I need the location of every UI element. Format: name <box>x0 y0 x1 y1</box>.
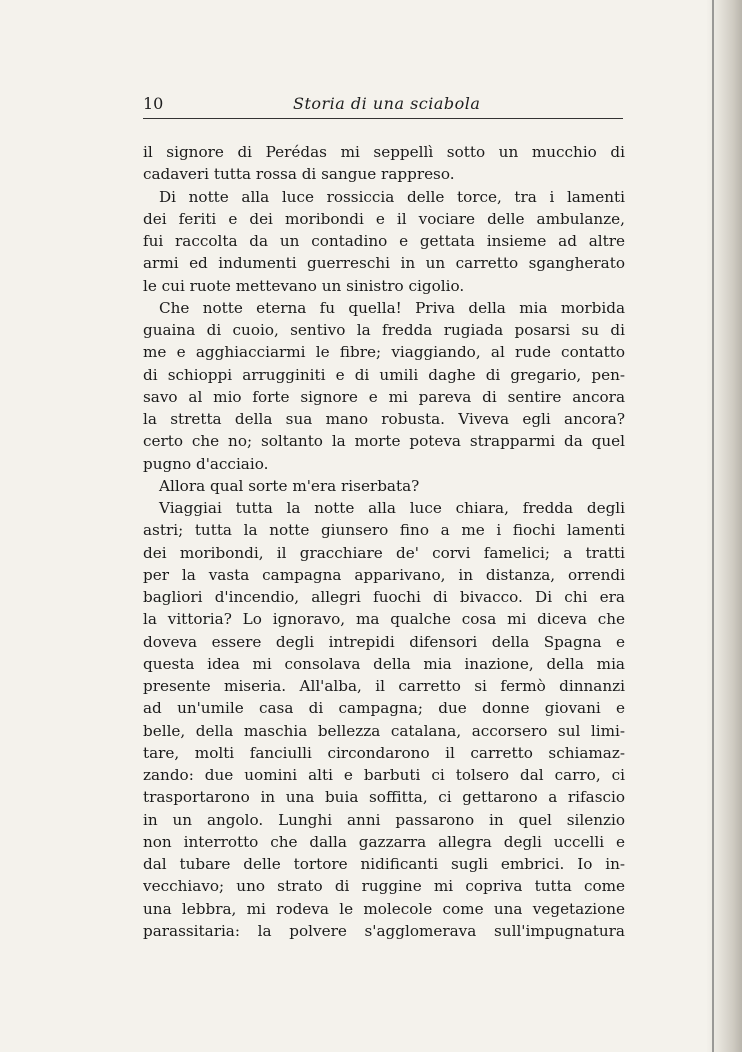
text-line: una lebbra, mi rodeva le molecole come una vegetazione <box>143 899 625 918</box>
text-line: il signore di Perédas mi seppellì sotto un mucchio di <box>143 143 625 161</box>
text-line: trasportarono in una buia soffitta, ci gettarono a rifascio <box>143 788 625 807</box>
text-line: non interrotto che dalla gazzarra allegra degli uccelli e <box>143 832 625 851</box>
text-line: cadaveri tutta rossa di sangue rappreso. <box>143 165 455 184</box>
text-line: dei moribondi, il gracchiare de' corvi famelici; a tratti <box>143 543 625 562</box>
text-line: Che notte eterna fu quella! Priva della mia morbida <box>159 298 625 317</box>
text-line: presente miseria. All'alba, il carretto si fermò dinnanzi <box>143 677 625 695</box>
text-line: me e agghiacciarmi le fibre; viaggiando, al rude contatto <box>143 343 625 362</box>
text-line: per la vasta campagna apparivano, in distanza, orrendi <box>143 565 625 584</box>
text-line: savo al mio forte signore e mi pareva di sentire ancora <box>143 387 625 406</box>
text-line: bagliori d'incendio, allegri fuochi di bivacco. Di chi era <box>143 588 625 606</box>
text-line: dal tubare delle tortore nidificanti sugli embrici. Io in- <box>143 855 625 873</box>
text-line: Viaggiai tutta la notte alla luce chiara, fredda degli <box>159 499 625 517</box>
text-line: di schioppi arrugginiti e di umili daghe di gregario, pen- <box>143 365 625 384</box>
text-line: la stretta della sua mano robusta. Viveva egli ancora? <box>143 410 625 428</box>
body-text <box>143 141 625 942</box>
running-title: Storia di una sciabola <box>293 94 481 113</box>
text-line: astri; tutta la notte giunsero fino a me i fiochi lamenti <box>143 521 625 540</box>
text-line: armi ed indumenti guerreschi in un carretto sgangherato <box>143 254 625 273</box>
running-head <box>143 90 623 118</box>
text-line: fui raccolta da un contadino e gettata insieme ad altre <box>143 232 625 250</box>
text-line: dei feriti e dei moribondi e il vociare delle ambulanze, <box>143 209 625 228</box>
text-line: Di notte alla luce rossiccia delle torce, tra i lamenti <box>159 187 625 206</box>
text-line: questa idea mi consolava della mia inazione, della mia <box>143 654 625 673</box>
text-line: certo che no; soltanto la morte poteva strapparmi da quel <box>143 432 625 451</box>
text-line: zando: due uomini alti e barbuti ci tolsero dal carro, ci <box>143 766 625 784</box>
text-line: la vittoria? Lo ignoravo, ma qualche cosa mi diceva che <box>143 610 625 629</box>
text-line: parassitaria: la polvere s'agglomerava sull'impugnatura <box>143 921 625 940</box>
text-line: belle, della maschia bellezza catalana, accorsero sul limi- <box>143 721 625 740</box>
text-line: in un angolo. Lunghi anni passarono in quel silenzio <box>143 810 625 829</box>
text-line: vecchiavo; uno strato di ruggine mi copriva tutta come <box>143 877 625 896</box>
text-line: pugno d'acciaio. <box>143 454 269 473</box>
page-number: 10 <box>143 94 164 113</box>
text-line: tare, molti fanciulli circondarono il carretto schiamaz- <box>143 743 625 762</box>
text-line: guaina di cuoio, sentivo la fredda rugiada posarsi su di <box>143 321 625 339</box>
text-line: le cui ruote mettevano un sinistro cigolio. <box>143 276 465 295</box>
book-binding-edge <box>712 0 714 1052</box>
text-line: Allora qual sorte m'era riserbata? <box>159 476 420 495</box>
header-rule <box>143 118 623 119</box>
text-line: doveva essere degli intrepidi difensori della Spagna e <box>143 632 625 651</box>
text-line: ad un'umile casa di campagna; due donne giovani e <box>143 699 625 718</box>
